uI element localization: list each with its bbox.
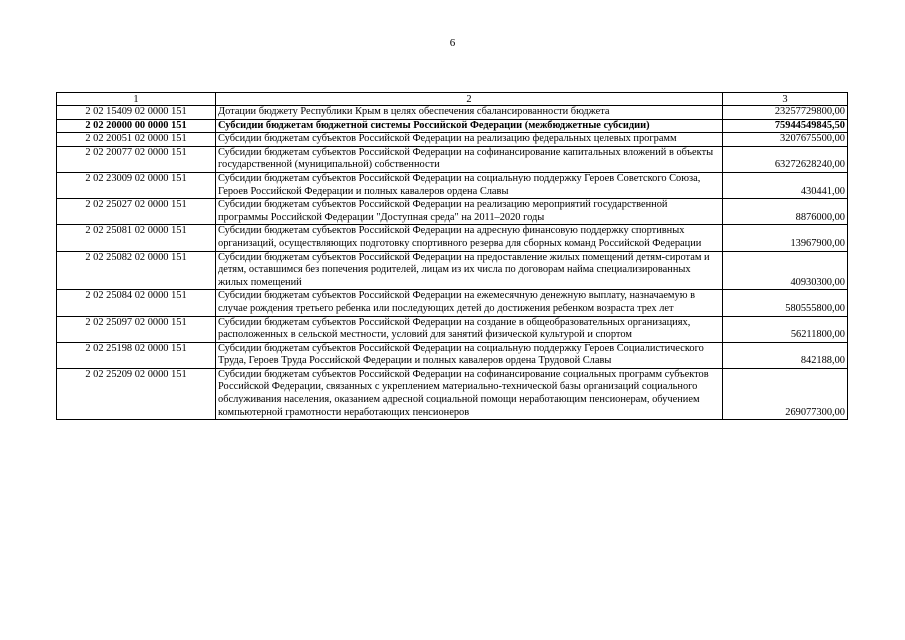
table-row <box>57 119 848 133</box>
column-header-description: 2 <box>216 93 723 106</box>
description-cell: Субсидии бюджетам субъектов Российской Федерации на ежемесячную денежную выплату, назначаемую в случае рождения третьего ребенка или последующих детей до достижения ребенком возраста трех лет <box>216 290 723 316</box>
column-header-amount: 3 <box>723 93 848 106</box>
description-cell: Субсидии бюджетам субъектов Российской Федерации на адресную финансовую поддержку спортивных организаций, осуществляющих подготовку спортивного резерва для сборных команд Российской Федерации <box>216 225 723 251</box>
budget-code-cell: 2 02 25198 02 0000 151 <box>57 342 216 368</box>
amount-cell: 40930300,00 <box>723 251 848 290</box>
budget-code-cell: 2 02 25209 02 0000 151 <box>57 368 216 419</box>
table-row <box>57 199 848 225</box>
amount-cell: 75944549845,50 <box>723 119 848 133</box>
amount-cell: 23257729800,00 <box>723 106 848 120</box>
budget-code-cell: 2 02 15409 02 0000 151 <box>57 106 216 120</box>
description-cell: Субсидии бюджетам субъектов Российской Федерации на реализацию федеральных целевых программ <box>216 133 723 147</box>
budget-code-cell: 2 02 23009 02 0000 151 <box>57 172 216 198</box>
page-number: 6 <box>449 37 456 49</box>
description-cell: Субсидии бюджетам субъектов Российской Федерации на софинансирование социальных программ субъектов Российской Федерации, связанных с укреплением материально-технической базы организаций социального обслуживания населения, оказанием адресной социальной помощи неработающим пенсионерам, обучением компьютерной грамотности неработающих пенсионеров <box>216 368 723 419</box>
budget-code-cell: 2 02 20000 00 0000 151 <box>57 119 216 133</box>
budget-code-cell: 2 02 25097 02 0000 151 <box>57 316 216 342</box>
description-cell: Дотации бюджету Республики Крым в целях обеспечения сбалансированности бюджета <box>216 106 723 120</box>
budget-code-cell: 2 02 25081 02 0000 151 <box>57 225 216 251</box>
budget-code-cell: 2 02 25027 02 0000 151 <box>57 199 216 225</box>
table-row <box>57 251 848 290</box>
description-cell: Субсидии бюджетам бюджетной системы Российской Федерации (межбюджетные субсидии) <box>216 119 723 133</box>
table-row <box>57 316 848 342</box>
amount-cell: 63272628240,00 <box>723 146 848 172</box>
description-cell: Субсидии бюджетам субъектов Российской Федерации на создание в общеобразовательных организациях, расположенных в сельской местности, условий для занятий физической культурой и спортом <box>216 316 723 342</box>
description-cell: Субсидии бюджетам субъектов Российской Федерации на социальную поддержку Героев Социалистического Труда, Героев Труда Российской Федерации и полных кавалеров ордена Трудовой Славы <box>216 342 723 368</box>
budget-code-cell: 2 02 25082 02 0000 151 <box>57 251 216 290</box>
amount-cell: 580555800,00 <box>723 290 848 316</box>
budget-code-cell: 2 02 20077 02 0000 151 <box>57 146 216 172</box>
amount-cell: 13967900,00 <box>723 225 848 251</box>
table-row <box>57 342 848 368</box>
description-cell: Субсидии бюджетам субъектов Российской Федерации на реализацию мероприятий государственной программы Российской Федерации "Доступная среда" на 2011–2020 годы <box>216 199 723 225</box>
column-header-code: 1 <box>57 93 216 106</box>
description-cell: Субсидии бюджетам субъектов Российской Федерации на софинансирование капитальных вложений в объекты государственной (муниципальной) собственности <box>216 146 723 172</box>
amount-cell: 842188,00 <box>723 342 848 368</box>
table-row <box>57 225 848 251</box>
amount-cell: 430441,00 <box>723 172 848 198</box>
table-row <box>57 106 848 120</box>
table-row <box>57 133 848 147</box>
budget-code-cell: 2 02 25084 02 0000 151 <box>57 290 216 316</box>
description-cell: Субсидии бюджетам субъектов Российской Федерации на предоставление жилых помещений детям-сиротам и детям, оставшимся без попечения родителей, лицам из их числа по договорам найма специализированных жилых помещений <box>216 251 723 290</box>
description-cell: Субсидии бюджетам субъектов Российской Федерации на социальную поддержку Героев Советского Союза, Героев Российской Федерации и полных кавалеров ордена Славы <box>216 172 723 198</box>
budget-code-cell: 2 02 20051 02 0000 151 <box>57 133 216 147</box>
table-row <box>57 146 848 172</box>
amount-cell: 269077300,00 <box>723 368 848 419</box>
amount-cell: 56211800,00 <box>723 316 848 342</box>
amount-cell: 3207675500,00 <box>723 133 848 147</box>
amount-cell: 8876000,00 <box>723 199 848 225</box>
budget-table <box>56 92 848 420</box>
table-row <box>57 368 848 419</box>
table-row <box>57 290 848 316</box>
table-header-row <box>57 93 848 106</box>
budget-table-body <box>57 93 848 420</box>
table-row <box>57 172 848 198</box>
